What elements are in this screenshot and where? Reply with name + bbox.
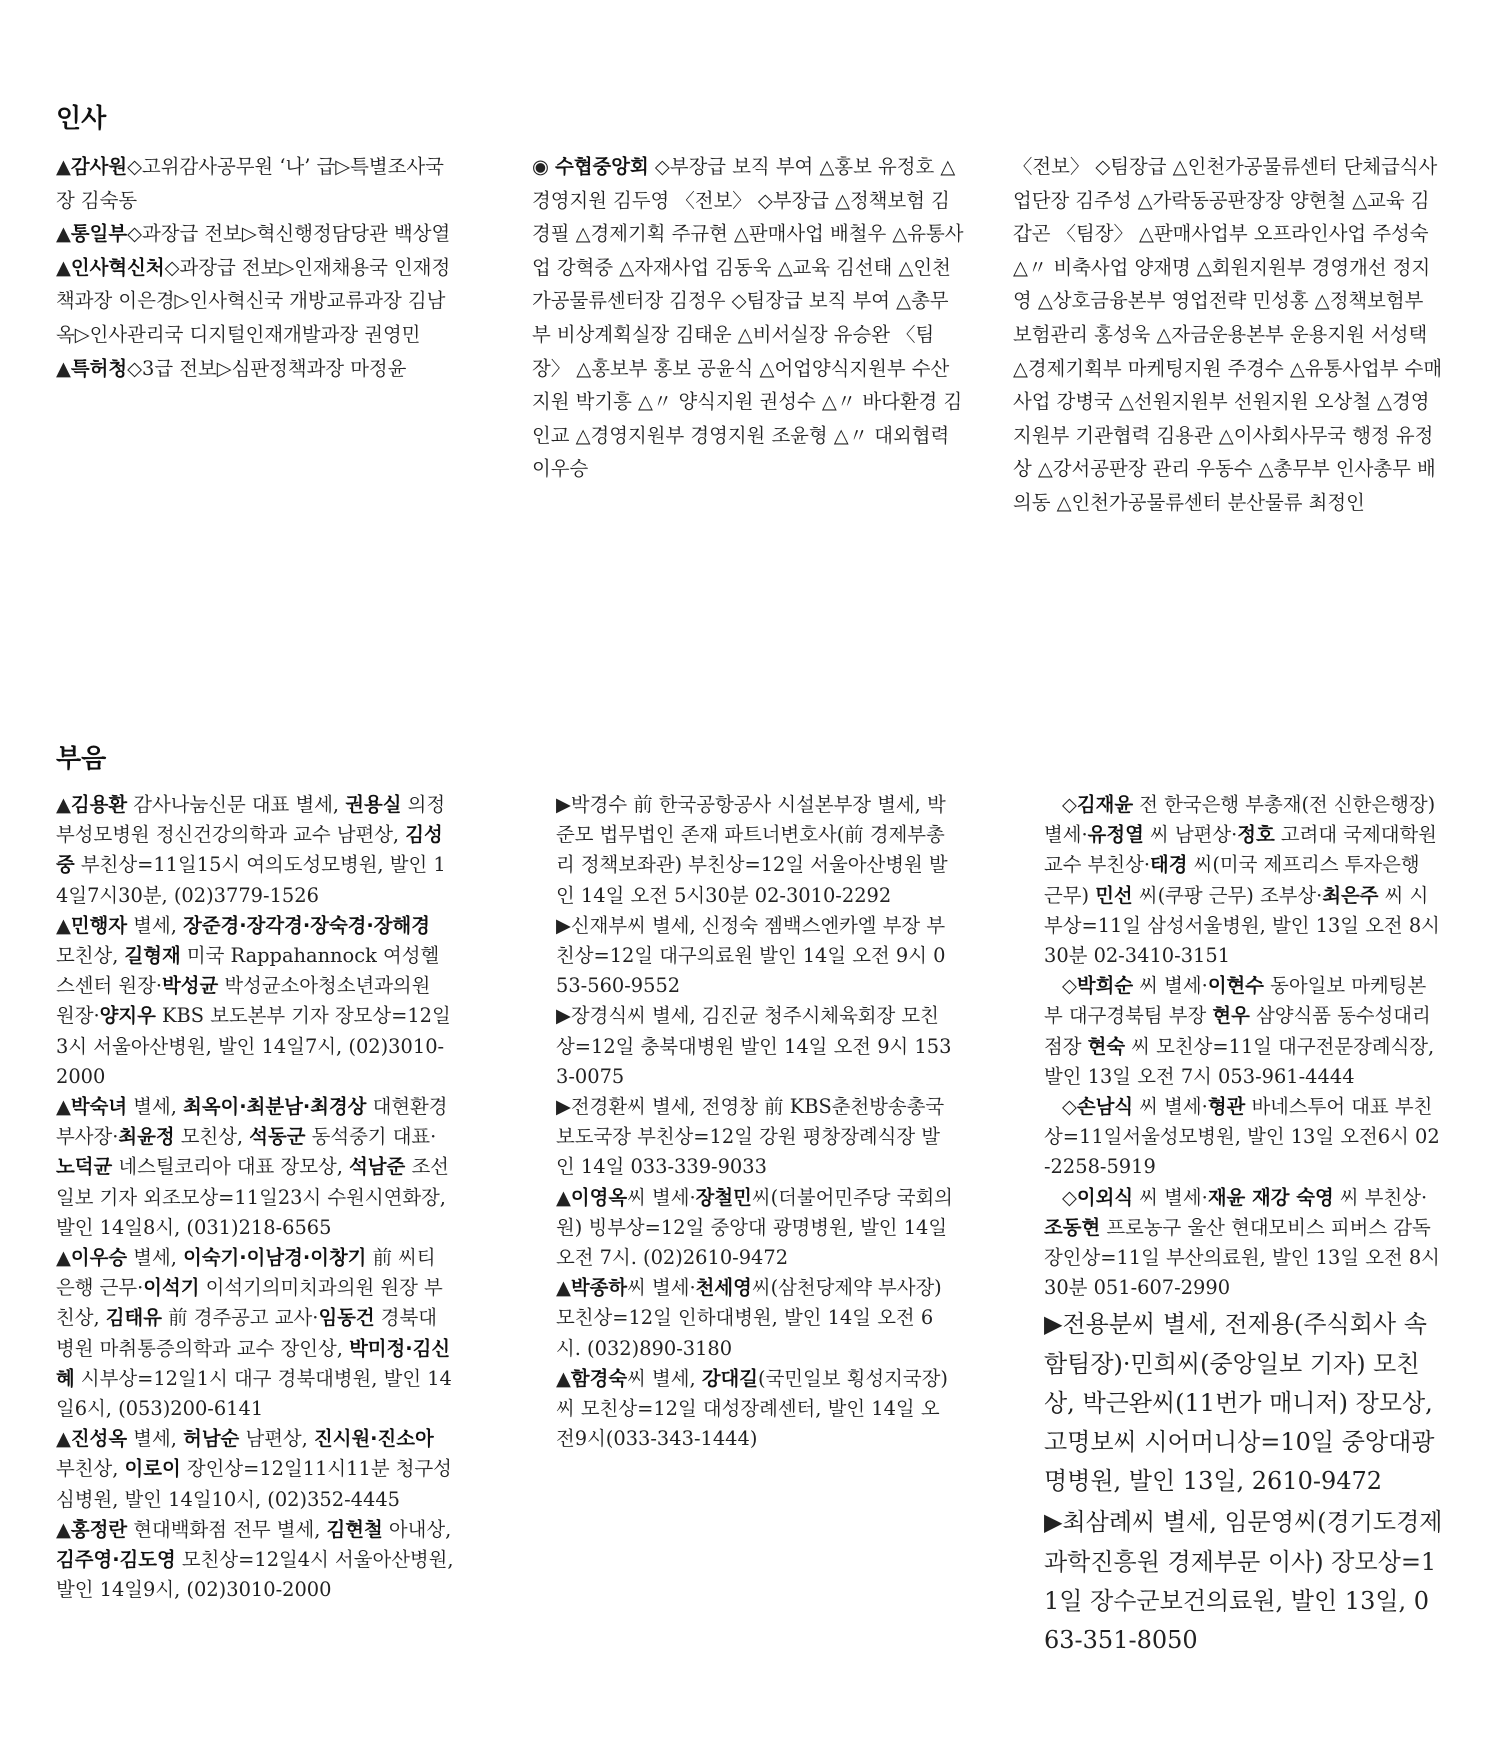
entry-text: 현대백화점 전무 별세,: [127, 1517, 327, 1541]
entry-text: ◇부장급 보직 부여 △홍보 유정호 △경영지원 김두영 〈전보〉 ◇부장급 △정책보험 김경필 △경제기획 주규현 △판매사업 배철우 △유통사업 강혁중 △자재사업 김동욱 △교육 김선태 △인천가공물류센터장 김정우 ◇팀장급 보직 부여 △총무부 비상계획실장 김태운 △비서실장 유승완 〈팀장〉 △홍보부 홍보 공윤식 △어업양식지원부 수산지원 박기흥 △〃 양식지원 권성수 △〃 바다환경 김인교 △경영지원부 경영지원 조윤형 △〃 대외협력 이우승: [532, 155, 964, 481]
entry-item: [1044, 1503, 1444, 1660]
name-text: 길형재: [124, 944, 181, 968]
section-title-insa: 인사: [56, 104, 107, 134]
entry-text: 씨 별세,: [627, 1366, 702, 1390]
entry-text: 前 씨티은행 근무·: [56, 1246, 436, 1300]
bueum-column-2: [556, 790, 954, 1454]
entry-text: 별세,: [127, 1246, 184, 1270]
entry-text: 미국 Rappahannock 여성헬스센터 원장·: [56, 944, 440, 998]
entry-text: 씨 별세·: [627, 1185, 696, 1209]
entry-text: 부친상=11일15시 여의도성모병원, 발인 14일7시30분, (02)3779-1526: [56, 853, 446, 907]
entry-text: KBS 보도본부 기자 장모상=12일3시 서울아산병원, 발인 14일7시, (02)3010-2000: [56, 1004, 451, 1088]
entry-text: ▶최삼례씨 별세, 임문영씨(경기도경제과학진흥원 경제부문 이사) 장모상=11일 장수군보건의료원, 발인 13일, 063-351-8050: [1044, 1508, 1443, 1655]
name-text: 김용환: [70, 793, 128, 816]
entry-text: ▶전용분씨 별세, 전제용(주식회사 속함팀장)·민희씨(중앙일보 기자) 모친상, 박근완씨(11번가 매니저) 장모상, 고명보씨 시어머니상=10일 중앙대광명병원, 발인 13일, 2610-9472: [1044, 1310, 1435, 1496]
entry-text: ◇과장급 전보▷혁신행정담당관 백상열: [127, 222, 451, 246]
name-text: 김재윤: [1076, 793, 1134, 816]
name-text: 박성균: [161, 974, 219, 998]
name-text: 수협중앙회: [555, 155, 649, 178]
entry-text: ▲: [56, 222, 71, 246]
name-text: 민행자: [70, 913, 128, 937]
entry-text: ◇고위감사공무원 ‘나’ 급▷특별조사국장 김숙동: [56, 155, 444, 212]
name-text: 진성옥: [70, 1427, 128, 1451]
entry-text: ▶장경식씨 별세, 김진균 청주시체육회장 모친상=12일 충북대병원 발인 14일 오전 9시 1533-0075: [556, 1004, 952, 1088]
entry-text: ◇: [1062, 793, 1077, 816]
insa-column-3: [1013, 150, 1447, 520]
name-text: 재윤 재강 숙영: [1207, 1185, 1334, 1209]
entry-text: ◇: [1062, 1095, 1077, 1119]
entry-item: [1044, 1092, 1444, 1183]
entry-text: 모친상,: [174, 1125, 250, 1149]
entry-text: 의정부성모병원 정신건강의학과 교수 남편상,: [56, 793, 446, 847]
entry-text: 삼양식품 동수성대리점장: [1044, 1004, 1431, 1058]
name-text: 박종하: [570, 1276, 628, 1300]
name-text: 정호: [1237, 823, 1275, 847]
entry-text: 조선일보 기자 외조모상=11일23시 수원시연화장, 발인 14일8시, (031)218-6565: [56, 1155, 449, 1239]
name-text: 이외식: [1076, 1185, 1134, 1209]
entry-item: [556, 1183, 954, 1274]
entry-text: ▲: [56, 913, 71, 937]
name-text: 민선: [1095, 883, 1133, 907]
entry-text: ▲: [56, 1095, 71, 1119]
name-text: 천세영: [695, 1276, 752, 1300]
entry-text: 씨 별세·: [1133, 974, 1208, 998]
name-text: 박숙녀: [70, 1095, 128, 1119]
name-text: 인사혁신처: [70, 255, 165, 279]
entry-text: 〈전보〉 ◇팀장급 △인천가공물류센터 단체급식사업단장 김주성 △가락동공판장장 양현철 △교육 김갑곤 〈팀장〉 △판매사업부 오프라인사업 주성숙 △〃 비축사업 양재명 △회원지원부 경영개선 정지영 △상호금융본부 영업전략 민성홍 △정책보험부 보험관리 홍성욱 △자금운용본부 운용지원 서성택 △경제기획부 마케팅지원 주경수 △유통사업부 수매사업 강병국 △선원지원부 선원지원 오상철 △경영지원부 기관협력 김용관 △이사회사무국 행정 유정상 △강서공판장 관리 우동수 △총무부 인사총무 배의동 △인천가공물류센터 분산물류 최정인: [1013, 155, 1443, 514]
entry-text: 전 한국은행 부총재(전 신한은행장) 별세·: [1044, 793, 1436, 847]
entry-text: (국민일보 횡성지국장)씨 모친상=12일 대성장례센터, 발인 14일 오전9시(033-343-1444): [556, 1366, 948, 1451]
entry-text: 씨 부친상·: [1333, 1185, 1428, 1209]
name-text: 함경숙: [570, 1366, 628, 1390]
entry-text: 네스틸코리아 대표 장모상,: [112, 1155, 350, 1179]
name-text: 김현철: [326, 1517, 383, 1541]
entry-text: ◇: [1062, 974, 1077, 998]
entry-text: 감사나눔신문 대표 별세,: [127, 793, 346, 816]
entry-text: 모친상=12일4시 서울아산병원, 발인 14일9시, (02)3010-2000: [56, 1548, 454, 1602]
entry-text: 고려대 국제대학원 교수 부친상·: [1044, 823, 1437, 877]
entry-text: ◇3급 전보▷심판정책과장 마정윤: [127, 356, 407, 380]
entry-text: 남편상,: [239, 1427, 314, 1451]
entry-text: ▲: [56, 1517, 71, 1541]
name-text: 특허청: [70, 356, 128, 380]
entry-text: ▶박경수 前 한국공항공사 시설본부장 별세, 박준모 법무법인 존재 파트너변호사(前 경제부총리 정책보좌관) 부친상=12일 서울아산병원 발인 14일 오전 5시30분 02-3010-2292: [556, 793, 948, 907]
name-text: 이현수: [1207, 974, 1265, 998]
name-text: 이우승: [70, 1246, 128, 1270]
entry-text: ▶신재부씨 별세, 신정숙 젬백스엔카엘 부장 부친상=12일 대구의료원 발인 14일 오전 9시 053-560-9552: [556, 913, 946, 998]
name-text: 이로이: [124, 1457, 181, 1481]
name-text: 석남준: [349, 1155, 406, 1179]
name-text: 조동현: [1044, 1215, 1101, 1239]
entry-text: ▲: [556, 1366, 571, 1390]
name-text: 임동건: [318, 1306, 375, 1330]
name-text: 홍정란: [70, 1517, 128, 1541]
name-text: 김태유: [105, 1306, 162, 1330]
entry-item: [556, 1001, 954, 1092]
entry-text: 씨 시부상=11일 삼성서울병원, 발인 13일 오전 8시 30분 02-3410-3151: [1044, 883, 1440, 968]
name-text: 권용실: [345, 793, 402, 816]
entry-text: 씨(삼천당제약 부사장) 모친상=12일 인하대병원, 발인 14일 오전 6시. (032)890-3180: [556, 1276, 942, 1360]
entry-text: 씨(미국 제프리스 투자은행 근무): [1044, 853, 1420, 907]
entry-text: ▲: [56, 1246, 71, 1270]
entry-text: ▲: [56, 1427, 71, 1451]
name-text: 석동군: [249, 1125, 306, 1149]
name-text: 강대길: [701, 1366, 759, 1390]
entry-text: 씨(쿠팡 근무) 조부상·: [1132, 883, 1323, 907]
entry-text: ▲: [556, 1185, 571, 1209]
entry-item: [56, 1515, 454, 1606]
entry-text: 씨(더불어민주당 국회의원) 빙부상=12일 중앙대 광명병원, 발인 14일 오전 7시. (02)2610-9472: [556, 1185, 953, 1270]
entry-text: 경북대병원 마취통증의학과 교수 장인상,: [56, 1306, 437, 1360]
entry-item: [1044, 1183, 1444, 1304]
entry-item: [556, 911, 954, 1002]
entry-item: [56, 1092, 454, 1243]
name-text: 최윤정: [118, 1125, 175, 1149]
entry-text: 동아일보 마케팅본부 대구경북팀 부장: [1044, 974, 1427, 1028]
entry-item: [56, 217, 452, 251]
entry-text: 대현환경 부사장·: [56, 1095, 448, 1149]
entry-item: [1044, 790, 1444, 971]
name-text: 박미정·김신혜: [56, 1336, 451, 1390]
entry-text: ▲: [56, 255, 71, 279]
entry-text: ▲: [56, 155, 71, 178]
entry-text: 바네스투어 대표 부친상=11일서울성모병원, 발인 13일 오전6시 02-2258-5919: [1044, 1095, 1440, 1179]
entry-text: 씨 별세·: [627, 1276, 696, 1300]
entry-text: ▶전경환씨 별세, 전영창 前 KBS춘천방송총국 보도국장 부친상=12일 강원 평창장례식장 발인 14일 033-339-9033: [556, 1095, 945, 1179]
entry-text: 씨 남편상·: [1143, 823, 1238, 847]
name-text: 장철민: [695, 1185, 752, 1209]
entry-item: [56, 251, 452, 352]
name-text: 장준경·장각경·장숙경·장해경: [183, 913, 430, 937]
entry-text: 前 경주공고 교사·: [162, 1306, 319, 1330]
entry-text: 씨 별세·: [1133, 1185, 1208, 1209]
entry-item: [56, 790, 454, 911]
name-text: 태경: [1149, 853, 1188, 877]
name-text: 노덕균: [56, 1155, 113, 1179]
entry-item: [56, 911, 454, 1092]
entry-text: 시부상=12일1시 대구 경북대병원, 발인 14일6시, (053)200-6141: [56, 1366, 452, 1421]
entry-text: 프로농구 울산 현대모비스 피버스 감독 장인상=11일 부산의료원, 발인 13일 오전 8시 30분 051-607-2990: [1044, 1215, 1440, 1300]
name-text: 양지우: [99, 1004, 156, 1028]
entry-item: [1013, 150, 1447, 520]
entry-text: ▲: [56, 793, 71, 816]
entry-text: ◉: [532, 155, 556, 178]
entry-text: 별세,: [127, 1095, 184, 1119]
name-text: 김주영·김도영: [56, 1548, 176, 1572]
insa-column-2: [532, 150, 966, 486]
entry-text: 아내상,: [382, 1517, 452, 1541]
name-text: 감사원: [70, 155, 128, 178]
name-text: 진시원·진소아: [313, 1427, 434, 1451]
name-text: 통일부: [70, 222, 128, 246]
entry-item: [532, 150, 966, 486]
entry-text: 이석기의미치과의원 원장 부친상,: [56, 1276, 443, 1330]
entry-text: 장인상=12일11시11분 청구성심병원, 발인 14일10시, (02)352-4445: [56, 1457, 452, 1511]
entry-item: [56, 352, 452, 386]
name-text: 이석기: [143, 1276, 200, 1300]
entry-item: [56, 150, 452, 217]
bueum-column-3: [1044, 790, 1444, 1660]
name-text: 박희순: [1076, 974, 1134, 998]
entry-text: ▲: [556, 1276, 571, 1300]
name-text: 최옥이·최분남·최경상: [183, 1095, 367, 1119]
section-title-bueum: 부음: [56, 744, 107, 774]
entry-text: 모친상,: [56, 944, 125, 968]
entry-item: [1044, 1305, 1444, 1501]
entry-text: ◇과장급 전보▷인재채용국 인재정책과장 이은경▷인사혁신국 개방교류과장 김남옥▷인사관리국 디지털인재개발과장 권영민: [56, 255, 451, 346]
entry-item: [1044, 971, 1444, 1092]
entry-item: [556, 1092, 954, 1183]
name-text: 유정열: [1087, 823, 1144, 847]
entry-item: [556, 1364, 954, 1455]
entry-text: ◇: [1062, 1185, 1077, 1209]
name-text: 이영옥: [570, 1185, 628, 1209]
name-text: 허남순: [183, 1427, 240, 1451]
name-text: 최은주: [1322, 883, 1379, 907]
entry-text: 별세,: [127, 1427, 184, 1451]
name-text: 손남식: [1076, 1095, 1134, 1119]
name-text: 현숙: [1087, 1034, 1126, 1058]
name-text: 현우: [1212, 1004, 1250, 1028]
entry-text: 부친상,: [56, 1457, 125, 1481]
entry-text: 박성균소아청소년과의원 원장·: [56, 974, 431, 1028]
entry-item: [56, 1243, 454, 1424]
entry-text: 씨 모친상=11일 대구전문장례식장, 발인 13일 오전 7시 053-961-4444: [1044, 1034, 1435, 1088]
insa-column-1: [56, 150, 452, 385]
entry-text: ▲: [56, 356, 71, 380]
name-text: 형관: [1207, 1095, 1246, 1119]
name-text: 김성중: [56, 823, 443, 877]
bueum-column-1: [56, 790, 454, 1605]
name-text: 이숙기·이남경·이창기: [183, 1246, 367, 1270]
entry-item: [556, 790, 954, 911]
entry-item: [56, 1424, 454, 1515]
entry-text: 별세,: [127, 913, 184, 937]
entry-text: 동석중기 대표·: [305, 1125, 437, 1149]
entry-item: [556, 1273, 954, 1364]
entry-text: 씨 별세·: [1133, 1095, 1208, 1119]
